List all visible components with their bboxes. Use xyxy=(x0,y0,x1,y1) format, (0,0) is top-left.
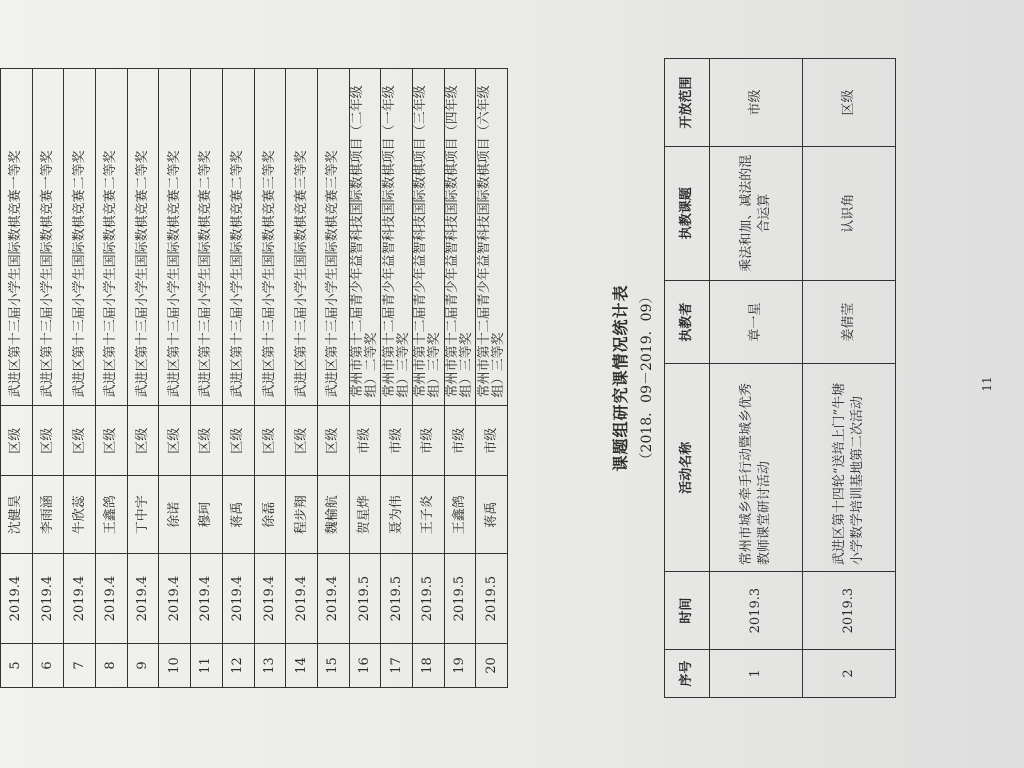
cell-topic: 认识角 xyxy=(803,146,896,280)
cell-name: 沈健昊 xyxy=(1,476,33,554)
table-row xyxy=(254,69,286,688)
cell-award: 武进区第十三届小学生国际数棋竞赛二等奖 xyxy=(127,69,159,406)
cell-date: 2019.4 xyxy=(254,554,286,644)
cell-no: 11 xyxy=(191,644,223,688)
table-subtitle: （2018．09－2019．09） xyxy=(639,289,655,467)
table-row xyxy=(286,69,318,688)
cell-level: 区级 xyxy=(64,406,96,476)
cell-teacher: 姜倩莹 xyxy=(803,280,896,364)
cell-no: 6 xyxy=(32,644,64,688)
cell-no: 12 xyxy=(222,644,254,688)
header-teacher: 执教者 xyxy=(665,280,710,364)
cell-date: 2019.4 xyxy=(222,554,254,644)
cell-name: 蒋禹 xyxy=(222,476,254,554)
cell-name: 贺星烨 xyxy=(349,476,381,554)
cell-level: 区级 xyxy=(127,406,159,476)
header-no: 序号 xyxy=(665,650,710,698)
cell-no: 10 xyxy=(159,644,191,688)
cell-no: 17 xyxy=(381,644,413,688)
cell-award: 武进区第十三届小学生国际数棋竞赛一等奖 xyxy=(1,69,33,406)
cell-level: 区级 xyxy=(254,406,286,476)
cell-level: 市级 xyxy=(381,406,413,476)
cell-no: 20 xyxy=(476,644,508,688)
cell-award: 常州市第十二届青少年益智科技国际数棋项目（六年级组）三等奖 xyxy=(476,69,508,406)
cell-name: 蒋禹 xyxy=(476,476,508,554)
awards-table xyxy=(0,68,508,688)
cell-date: 2019.4 xyxy=(64,554,96,644)
cell-name: 王鑫鸽 xyxy=(444,476,476,554)
cell-award: 常州市第十二届青少年益智科技国际数棋项目（二年级组）二等奖 xyxy=(349,69,381,406)
cell-name: 徐磊 xyxy=(254,476,286,554)
cell-date: 2019.5 xyxy=(476,554,508,644)
cell-name: 徐诺 xyxy=(159,476,191,554)
cell-award: 常州市第十二届青少年益智科技国际数棋项目（三年级组）三等奖 xyxy=(412,69,444,406)
cell-no: 14 xyxy=(286,644,318,688)
cell-date: 2019.4 xyxy=(317,554,349,644)
cell-level: 区级 xyxy=(96,406,128,476)
cell-award: 武进区第十三届小学生国际数棋竞赛三等奖 xyxy=(254,69,286,406)
cell-award: 武进区第十三届小学生国际数棋竞赛三等奖 xyxy=(317,69,349,406)
cell-date: 2019.5 xyxy=(412,554,444,644)
cell-no: 13 xyxy=(254,644,286,688)
cell-level: 区级 xyxy=(286,406,318,476)
cell-scope: 市级 xyxy=(710,59,803,147)
cell-award: 武进区第十三届小学生国际数棋竞赛二等奖 xyxy=(96,69,128,406)
cell-name: 魏榆航 xyxy=(317,476,349,554)
cell-name: 王鑫鸽 xyxy=(96,476,128,554)
cell-no: 1 xyxy=(710,650,803,698)
cell-date: 2019.4 xyxy=(32,554,64,644)
cell-no: 9 xyxy=(127,644,159,688)
cell-no: 15 xyxy=(317,644,349,688)
cell-name: 丁中宇 xyxy=(127,476,159,554)
cell-teacher: 章一星 xyxy=(710,280,803,364)
research-header-row xyxy=(665,59,710,698)
cell-date: 2019.4 xyxy=(191,554,223,644)
cell-activity: 武进区第十四轮“送培上门”牛塘小学数学培训基地第二次活动 xyxy=(803,364,896,572)
table-row xyxy=(444,69,476,688)
table-row xyxy=(222,69,254,688)
header-time: 时间 xyxy=(665,572,710,650)
cell-award: 武进区第十三届小学生国际数棋竞赛三等奖 xyxy=(286,69,318,406)
cell-level: 区级 xyxy=(159,406,191,476)
cell-date: 2019.5 xyxy=(349,554,381,644)
table-row xyxy=(64,69,96,688)
cell-no: 19 xyxy=(444,644,476,688)
cell-award: 武进区第十三届小学生国际数棋竞赛二等奖 xyxy=(222,69,254,406)
table-row xyxy=(191,69,223,688)
cell-award: 常州市第十二届青少年益智科技国际数棋项目（一年级组）三等奖 xyxy=(381,69,413,406)
awards-table-body xyxy=(1,69,508,688)
cell-name: 程步翔 xyxy=(286,476,318,554)
cell-date: 2019.4 xyxy=(1,554,33,644)
cell-level: 市级 xyxy=(476,406,508,476)
cell-name: 穆珂 xyxy=(191,476,223,554)
cell-scope: 区级 xyxy=(803,59,896,147)
cell-level: 市级 xyxy=(349,406,381,476)
table-row xyxy=(127,69,159,688)
cell-name: 牛欣蕊 xyxy=(64,476,96,554)
table-row xyxy=(32,69,64,688)
table-row xyxy=(476,69,508,688)
cell-no: 7 xyxy=(64,644,96,688)
table-row xyxy=(349,69,381,688)
table-row xyxy=(96,69,128,688)
table-title: 课题组研究课情况统计表 xyxy=(611,284,630,472)
cell-no: 18 xyxy=(412,644,444,688)
cell-date: 2019.4 xyxy=(127,554,159,644)
cell-award: 武进区第十三届小学生国际数棋竞赛二等奖 xyxy=(191,69,223,406)
cell-name: 王子炎 xyxy=(412,476,444,554)
page-number: 11 xyxy=(980,376,994,392)
cell-date: 2019.4 xyxy=(159,554,191,644)
header-topic: 执教课题 xyxy=(665,146,710,280)
cell-no: 8 xyxy=(96,644,128,688)
cell-level: 区级 xyxy=(317,406,349,476)
table-row xyxy=(159,69,191,688)
research-table xyxy=(664,58,896,698)
cell-activity: 常州市城乡牵手行动暨城乡优秀教师课堂研讨活动 xyxy=(710,364,803,572)
cell-level: 区级 xyxy=(1,406,33,476)
cell-no: 2 xyxy=(803,650,896,698)
cell-name: 李雨涵 xyxy=(32,476,64,554)
table-row xyxy=(317,69,349,688)
cell-award: 武进区第十三届小学生国际数棋竞赛二等奖 xyxy=(64,69,96,406)
cell-date: 2019.5 xyxy=(381,554,413,644)
research-table-body xyxy=(710,59,896,698)
table-row xyxy=(803,59,896,698)
cell-time: 2019.3 xyxy=(803,572,896,650)
table-row xyxy=(412,69,444,688)
cell-award: 武进区第十三届小学生国际数棋竞赛二等奖 xyxy=(159,69,191,406)
cell-level: 市级 xyxy=(412,406,444,476)
header-scope: 开放范围 xyxy=(665,59,710,147)
header-activity: 活动名称 xyxy=(665,364,710,572)
cell-level: 区级 xyxy=(222,406,254,476)
cell-topic: 乘法和加、减法的混合运算 xyxy=(710,146,803,280)
cell-level: 市级 xyxy=(444,406,476,476)
cell-level: 区级 xyxy=(32,406,64,476)
cell-no: 16 xyxy=(349,644,381,688)
table-row xyxy=(1,69,33,688)
cell-date: 2019.5 xyxy=(444,554,476,644)
cell-name: 聂为伟 xyxy=(381,476,413,554)
cell-level: 区级 xyxy=(191,406,223,476)
cell-date: 2019.4 xyxy=(96,554,128,644)
table-row xyxy=(381,69,413,688)
cell-no: 5 xyxy=(1,644,33,688)
cell-time: 2019.3 xyxy=(710,572,803,650)
cell-award: 武进区第十三届小学生国际数棋竞赛一等奖 xyxy=(32,69,64,406)
table-row xyxy=(710,59,803,698)
cell-award: 常州市第十二届青少年益智科技国际数棋项目（四年级组）三等奖 xyxy=(444,69,476,406)
cell-date: 2019.4 xyxy=(286,554,318,644)
